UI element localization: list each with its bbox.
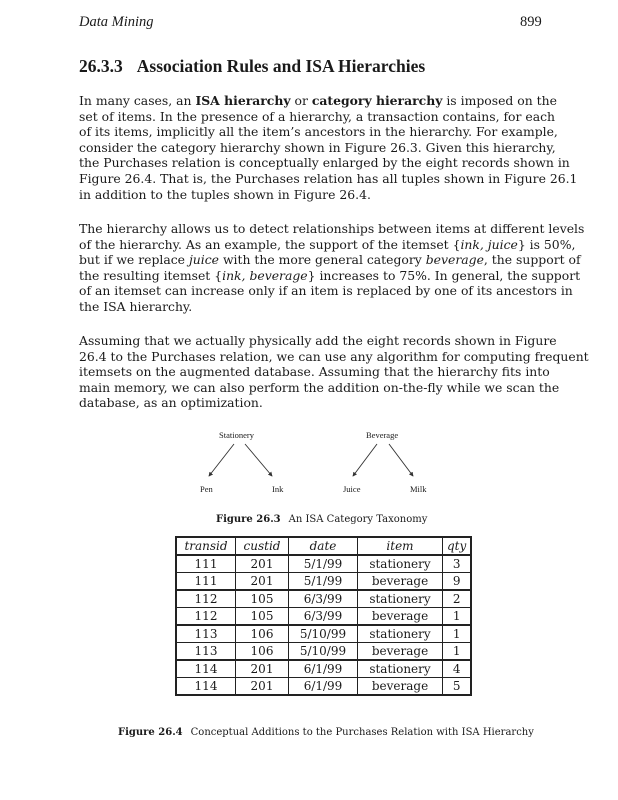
edge-beverage-juice bbox=[353, 444, 377, 476]
table-cell: 114 bbox=[176, 678, 236, 696]
table-cell: 3 bbox=[443, 555, 472, 573]
text-line: the resulting itemset {ink, beverage} increases to 75%. In general, the support bbox=[79, 267, 581, 283]
text-line: the Purchases relation is conceptually enlarged by the eight records shown in bbox=[79, 155, 570, 171]
figure-263-text: An ISA Category Taxonomy bbox=[288, 514, 428, 525]
figure-264-caption bbox=[118, 727, 534, 738]
table-cell: 6/3/99 bbox=[289, 608, 358, 626]
text-line: main memory, we can also perform the addition on-the-fly while we scan the bbox=[79, 379, 560, 395]
table-cell: 6/3/99 bbox=[289, 590, 358, 608]
table-cell: 112 bbox=[176, 608, 236, 626]
purchases-additions-table bbox=[175, 536, 472, 696]
table-row bbox=[176, 573, 471, 591]
table-cell: 201 bbox=[236, 555, 289, 573]
table-cell: 113 bbox=[176, 643, 236, 661]
table-row bbox=[176, 660, 471, 678]
table-row bbox=[176, 555, 471, 573]
table-cell: stationery bbox=[358, 625, 443, 643]
node-ink: Ink bbox=[272, 484, 284, 494]
table-cell: 5/10/99 bbox=[289, 625, 358, 643]
table-row bbox=[176, 643, 471, 661]
table-cell: 111 bbox=[176, 573, 236, 591]
text-line: The hierarchy allows us to detect relationships between items at different levels bbox=[79, 221, 585, 236]
edge-stationery-pen bbox=[209, 444, 234, 476]
table-row bbox=[176, 590, 471, 608]
table-row bbox=[176, 678, 471, 696]
term-category-hierarchy: category hierarchy bbox=[311, 93, 443, 108]
table-cell: 113 bbox=[176, 625, 236, 643]
table-cell: 5/10/99 bbox=[289, 643, 358, 661]
table-header-row bbox=[176, 537, 471, 555]
text-line: database, as an optimization. bbox=[79, 395, 263, 411]
table-cell: beverage bbox=[358, 643, 443, 661]
table-cell: 114 bbox=[176, 660, 236, 678]
table-cell: 6/1/99 bbox=[289, 678, 358, 696]
edge-stationery-ink bbox=[245, 444, 272, 476]
text-line: Assuming that we actually physically add the eight records shown in Figure bbox=[79, 333, 557, 348]
table-cell: 1 bbox=[443, 643, 472, 661]
table-cell: 201 bbox=[236, 678, 289, 696]
table-cell: 5/1/99 bbox=[289, 555, 358, 573]
node-milk: Milk bbox=[410, 484, 427, 494]
table-cell: stationery bbox=[358, 555, 443, 573]
text-line: itemsets on the augmented database. Assuming that the hierarchy fits into bbox=[79, 364, 550, 380]
column-header: qty bbox=[443, 537, 472, 555]
table-cell: 106 bbox=[236, 643, 289, 661]
column-header: item bbox=[358, 537, 443, 555]
column-header: custid bbox=[236, 537, 289, 555]
node-juice: Juice bbox=[343, 484, 361, 494]
text-line: of its items, implicitly all the item’s ancestors in the hierarchy. For example, bbox=[79, 124, 558, 140]
table-cell: 9 bbox=[443, 573, 472, 591]
text-line: of the hierarchy. As an example, the support of the itemset {ink, juice} is 50%, bbox=[79, 236, 576, 252]
text-line: 26.4 to the Purchases relation, we can use any algorithm for computing frequent bbox=[79, 348, 589, 364]
text-line: In many cases, an ISA hierarchy or category hierarchy is imposed on the bbox=[79, 93, 557, 108]
running-head: Data Mining bbox=[79, 14, 154, 30]
section-number: 26.3.3 bbox=[79, 56, 123, 76]
table-cell: 5 bbox=[443, 678, 472, 696]
node-pen: Pen bbox=[200, 484, 213, 494]
table-cell: 1 bbox=[443, 608, 472, 626]
term-isa-hierarchy: ISA hierarchy bbox=[195, 93, 291, 108]
table-row bbox=[176, 608, 471, 626]
table-cell: beverage bbox=[358, 573, 443, 591]
table-cell: 112 bbox=[176, 590, 236, 608]
table-cell: 105 bbox=[236, 608, 289, 626]
table-cell: 5/1/99 bbox=[289, 573, 358, 591]
page-number: 899 bbox=[520, 14, 542, 30]
table-cell: 1 bbox=[443, 625, 472, 643]
figure-263-label: Figure 26.3 bbox=[216, 514, 281, 525]
table-cell: 106 bbox=[236, 625, 289, 643]
table-cell: stationery bbox=[358, 590, 443, 608]
text-line: the ISA hierarchy. bbox=[79, 298, 193, 314]
table-cell: beverage bbox=[358, 678, 443, 696]
text-line: in addition to the tuples shown in Figure 26.4. bbox=[79, 186, 371, 202]
table-cell: 201 bbox=[236, 573, 289, 591]
table-row bbox=[176, 625, 471, 643]
figure-264-text: Conceptual Additions to the Purchases Relation with ISA Hierarchy bbox=[190, 727, 534, 738]
figure-264-label: Figure 26.4 bbox=[118, 727, 183, 738]
text-line: but if we replace juice with the more general category beverage, the support of bbox=[79, 252, 581, 268]
node-stationery: Stationery bbox=[219, 430, 254, 440]
text-line: of an itemset can increase only if an item is replaced by one of its ancestors in bbox=[79, 283, 573, 299]
table-cell: beverage bbox=[358, 608, 443, 626]
edge-beverage-milk bbox=[389, 444, 413, 476]
text-line: consider the category hierarchy shown in Figure 26.3. Given this hierarchy, bbox=[79, 139, 556, 155]
figure-263-caption bbox=[216, 514, 427, 525]
table-cell: stationery bbox=[358, 660, 443, 678]
node-beverage: Beverage bbox=[366, 430, 399, 440]
column-header: date bbox=[289, 537, 358, 555]
table-cell: 111 bbox=[176, 555, 236, 573]
table-cell: 4 bbox=[443, 660, 472, 678]
table-cell: 2 bbox=[443, 590, 472, 608]
table-cell: 201 bbox=[236, 660, 289, 678]
text-line: set of items. In the presence of a hierarchy, a transaction contains, for each bbox=[79, 108, 556, 124]
table-cell: 6/1/99 bbox=[289, 660, 358, 678]
column-header: transid bbox=[176, 537, 236, 555]
table-cell: 105 bbox=[236, 590, 289, 608]
section-title: Association Rules and ISA Hierarchies bbox=[136, 56, 426, 76]
text-line: Figure 26.4. That is, the Purchases relation has all tuples shown in Figure 26.1 bbox=[79, 170, 578, 186]
